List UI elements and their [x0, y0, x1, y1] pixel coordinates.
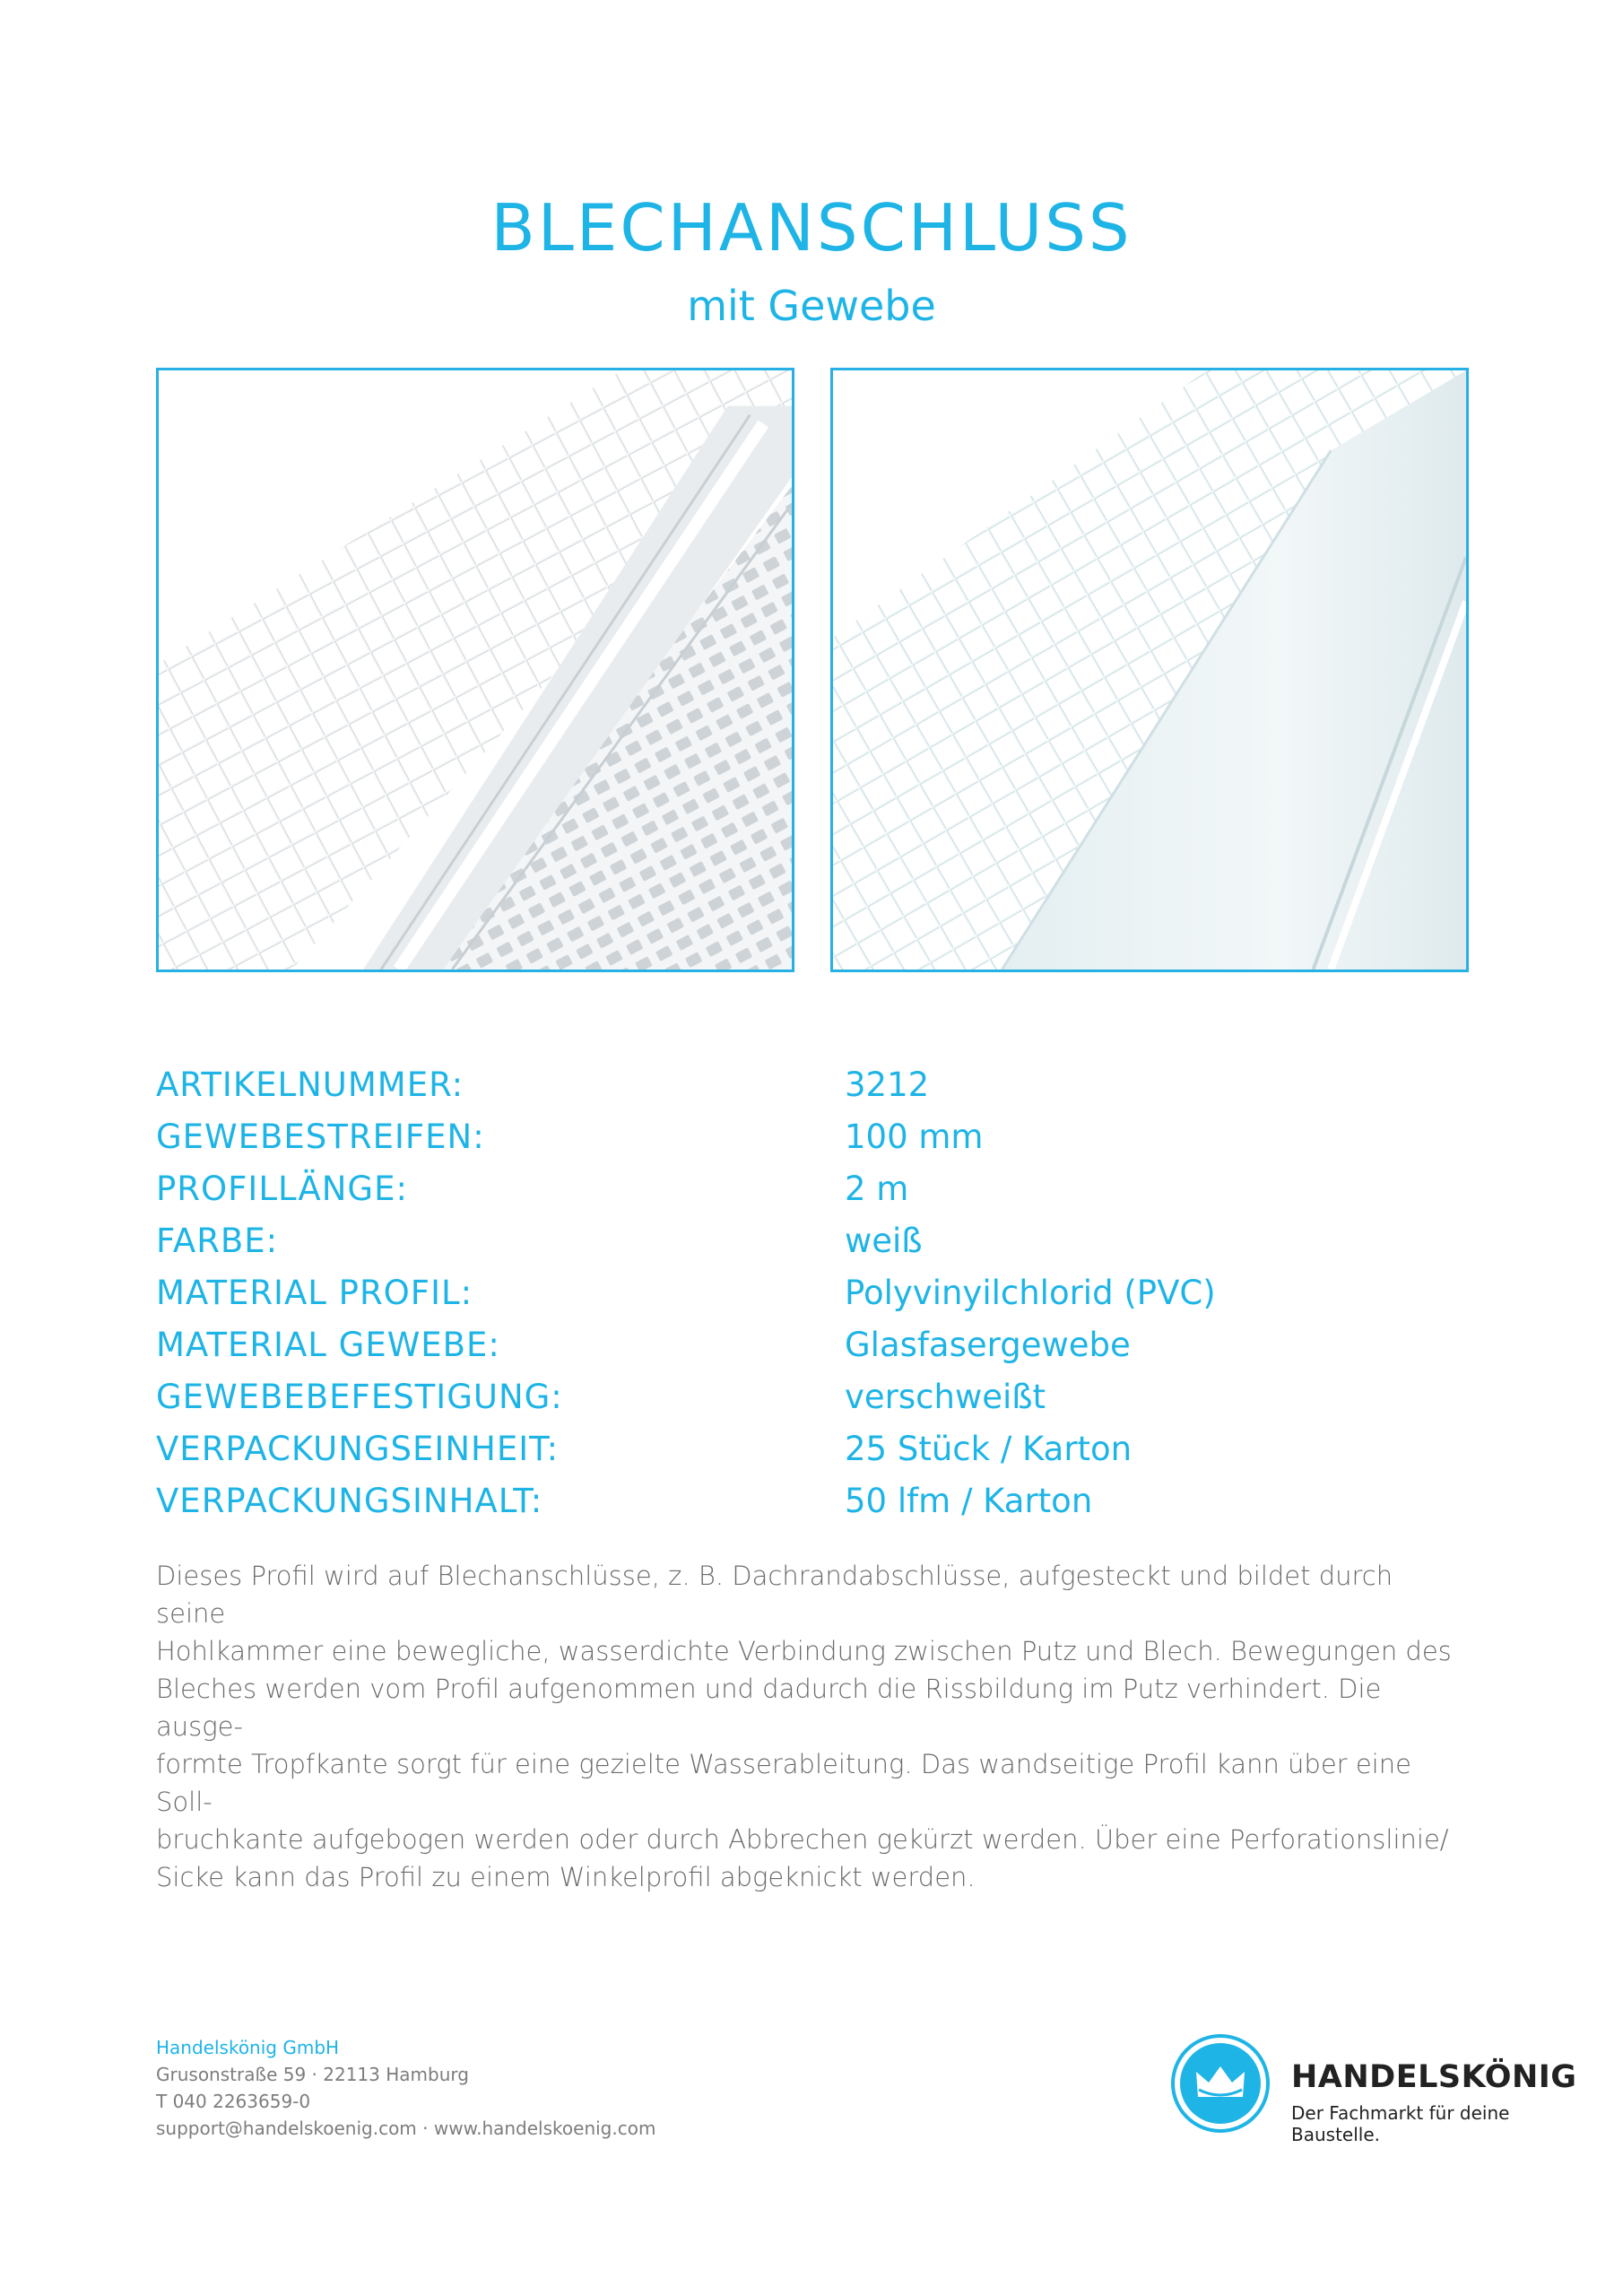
spec-label: MATERIAL GEWEBE:: [156, 1325, 500, 1364]
product-photo-perforated: [156, 368, 794, 972]
spec-row: [156, 1162, 1465, 1214]
spec-row: [156, 1474, 1465, 1526]
spec-label: VERPACKUNGSINHALT:: [156, 1481, 543, 1520]
spec-value: Polyvinyilchlorid (PVC): [845, 1273, 1216, 1312]
spec-row: [156, 1422, 1465, 1474]
company-logo: [1171, 2034, 1593, 2145]
description-line: Hohlkammer eine bewegliche, wasserdichte Verbindung zwischen Putz und Blech. Bewegungen des: [156, 1636, 1452, 1666]
spec-label: ARTIKELNUMMER:: [156, 1065, 464, 1104]
spec-value: Glasfasergewebe: [845, 1325, 1131, 1364]
spec-value: 50 lfm / Karton: [845, 1481, 1093, 1520]
spec-label: GEWEBEBEFESTIGUNG:: [156, 1377, 563, 1416]
description-line: Sicke kann das Profil zu einem Winkelprofil abgeknickt werden.: [156, 1862, 976, 1892]
spec-row: [156, 1318, 1465, 1370]
spec-value: weiß: [845, 1221, 923, 1260]
spec-label: FARBE:: [156, 1221, 279, 1260]
spec-label: PROFILLÄNGE:: [156, 1169, 408, 1208]
profile-mesh-photo-flat: [833, 370, 1466, 970]
spec-label: VERPACKUNGSEINHEIT:: [156, 1429, 560, 1468]
spec-value: 25 Stück / Karton: [845, 1429, 1133, 1468]
street-address: Grusonstraße 59 · 22113 Hamburg: [156, 2064, 469, 2085]
company-name: Handelskönig GmbH: [156, 2037, 340, 2058]
phone-number: T 040 2263659-0: [156, 2091, 311, 2112]
page-subtitle: mit Gewebe: [687, 282, 936, 330]
footer-address: [156, 2034, 655, 2142]
description-line: bruchkante aufgebogen werden oder durch Abbrechen gekürzt werden. Über eine Perforationslinie/: [156, 1824, 1449, 1855]
spec-value: 2 m: [845, 1169, 909, 1208]
description-line: Dieses Profil wird auf Blechanschlüsse, z. B. Dachrandabschlüsse, aufgesteckt und bildet durch seine: [156, 1561, 1393, 1629]
page-title: BLECHANSCHLUSS: [490, 190, 1133, 265]
spec-row: [156, 1110, 1465, 1162]
spec-label: GEWEBESTREIFEN:: [156, 1117, 485, 1156]
spec-table: [156, 1058, 1465, 1526]
spec-row: [156, 1058, 1465, 1110]
spec-value: 3212: [845, 1065, 930, 1104]
spec-row: [156, 1266, 1465, 1318]
logo-tagline: Der Fachmarkt für deine Baustelle.: [1291, 2102, 1510, 2145]
contact-links[interactable]: support@handelskoenig.com · www.handelskoenig.com: [156, 2118, 656, 2139]
spec-value: verschweißt: [845, 1377, 1046, 1416]
spec-label: MATERIAL PROFIL:: [156, 1273, 473, 1312]
description-line: formte Tropfkante sorgt für eine gezielte Wasserableitung. Das wandseitige Profil kann über eine Soll-: [156, 1749, 1411, 1817]
spec-row: [156, 1370, 1465, 1422]
description-line: Bleches werden vom Profil aufgenommen und dadurch die Rissbildung im Putz verhindert. Die ausge-: [156, 1674, 1382, 1742]
crown-icon: [1171, 2034, 1270, 2133]
product-photo-flat: [830, 368, 1469, 972]
product-description: [156, 1557, 1465, 1896]
profile-mesh-photo-perforated: [159, 370, 792, 970]
spec-row: [156, 1214, 1465, 1266]
logo-wordmark: HANDELSKÖNIG: [1291, 2059, 1577, 2095]
spec-value: 100 mm: [845, 1117, 984, 1156]
